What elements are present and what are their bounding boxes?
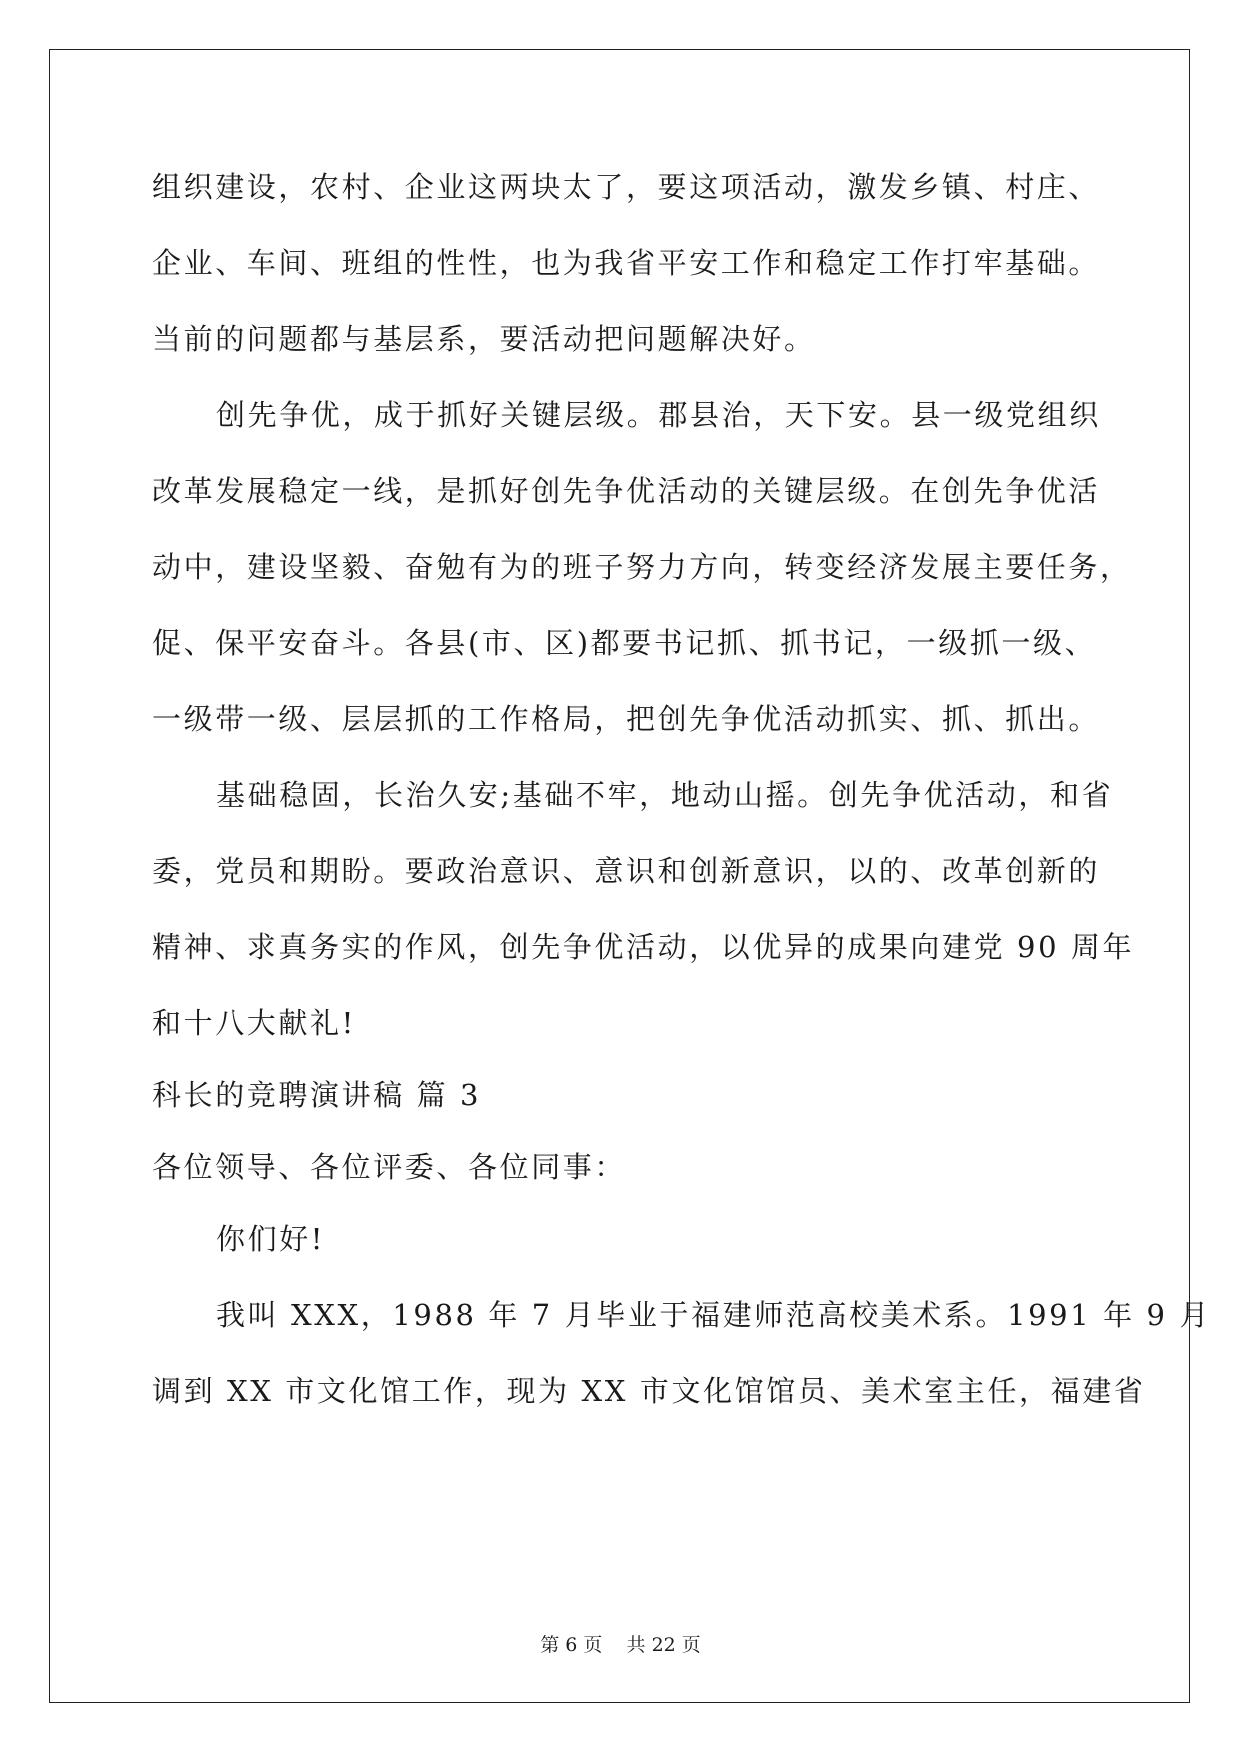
document-body [152, 162, 1211, 1442]
paragraph-line: 动中，建设坚毅、奋勉有为的班子努力方向，转变经济发展主要任务， [152, 550, 1132, 584]
paragraph-line: 一级带一级、层层抓的工作格局，把创先争优活动抓实、抓、抓出。 [152, 702, 1101, 736]
salutation: 各位领导、各位评委、各位同事： [152, 1150, 627, 1184]
paragraph-line: 精神、求真务实的作风，创先争优活动，以优异的成果向建党 90 周年 [152, 930, 1135, 964]
paragraph-line: 改革发展稳定一线，是抓好创先争优活动的关键层级。在创先争优活 [152, 474, 1101, 508]
paragraph-line: 和十八大献礼! [152, 1006, 356, 1040]
paragraph-line: 当前的问题都与基层系，要活动把问题解决好。 [152, 322, 816, 356]
paragraph-line: 委，党员和期盼。要政治意识、意识和创新意识，以的、改革创新的 [152, 854, 1101, 888]
paragraph-line: 我叫 XXX，1988 年 7 月毕业于福建师范高校美术系。1991 年 9 月 [216, 1298, 1211, 1332]
paragraph-line: 基础稳固，长治久安;基础不牢，地动山摇。创先争优活动，和省 [216, 778, 1114, 812]
greeting: 你们好! [216, 1222, 326, 1256]
paragraph-line: 企业、车间、班组的性性，也为我省平安工作和稳定工作打牢基础。 [152, 246, 1101, 280]
paragraph-line: 调到 XX 市文化馆工作，现为 XX 市文化馆馆员、美术室主任，福建省 [152, 1374, 1146, 1408]
page-number-footer: 第 6 页 共 22 页 [540, 1634, 701, 1656]
paragraph-line: 促、保平安奋斗。各县(市、区)都要书记抓、抓书记，一级抓一级、 [152, 626, 1097, 660]
paragraph-line: 组织建设，农村、企业这两块太了，要这项活动，激发乡镇、村庄、 [152, 170, 1101, 204]
section-heading: 科长的竞聘演讲稿 篇 3 [152, 1078, 482, 1112]
paragraph-line: 创先争优，成于抓好关键层级。郡县治，天下安。县一级党组织 [216, 398, 1101, 432]
